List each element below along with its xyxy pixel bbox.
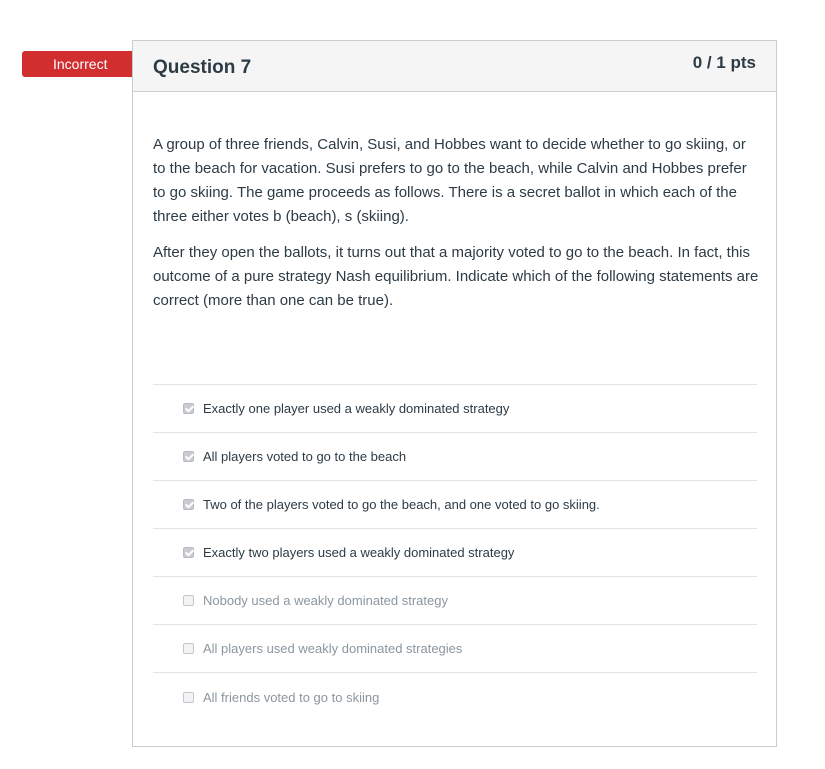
checkbox-unchecked[interactable]	[183, 692, 194, 703]
checkbox-checked[interactable]	[183, 547, 194, 558]
answer-label: Exactly one player used a weakly dominated strategy	[203, 401, 510, 416]
answer-label: Exactly two players used a weakly dominated strategy	[203, 545, 515, 560]
checkbox-checked[interactable]	[183, 403, 194, 414]
answer-option[interactable]	[153, 577, 757, 625]
question-paragraph: After they open the ballots, it turns out that a majority voted to go to the beach. In fact, this outcome of a pure strategy Nash equilibrium. Indicate which of the following statements are correct (more than one can be true).	[153, 244, 759, 309]
answer-option[interactable]	[153, 625, 757, 673]
answer-option[interactable]	[153, 481, 757, 529]
checkbox-checked[interactable]	[183, 451, 194, 462]
answer-label: All players used weakly dominated strategies	[203, 641, 463, 656]
incorrect-badge	[22, 51, 144, 77]
answer-option[interactable]	[153, 673, 757, 721]
question-title: Question 7	[153, 57, 252, 78]
question-card	[132, 40, 777, 747]
answer-option[interactable]	[153, 529, 757, 577]
answer-label: Nobody used a weakly dominated strategy	[203, 593, 448, 608]
question-text	[153, 133, 759, 325]
answer-label: Two of the players voted to go the beach, and one voted to go skiing.	[203, 497, 600, 512]
answer-option[interactable]	[153, 385, 757, 433]
checkbox-checked[interactable]	[183, 499, 194, 510]
answer-option[interactable]	[153, 433, 757, 481]
answer-list	[153, 384, 757, 721]
answer-label: All players voted to go to the beach	[203, 449, 407, 464]
incorrect-badge-label: Incorrect	[53, 56, 108, 72]
checkbox-unchecked[interactable]	[183, 643, 194, 654]
question-header	[133, 41, 776, 92]
answer-label: All friends voted to go to skiing	[203, 689, 380, 705]
question-points: 0 / 1 pts	[692, 53, 756, 72]
checkbox-unchecked[interactable]	[183, 595, 194, 606]
question-paragraph: A group of three friends, Calvin, Susi, and Hobbes want to decide whether to go skiing, or to the beach for vacation. Susi prefers to go to the beach, while Calvin and Hobbes prefer to go skiing. The game proceeds as follows. There is a secret ballot in which each of the three either votes b (beach), s (skiing).	[153, 136, 747, 225]
